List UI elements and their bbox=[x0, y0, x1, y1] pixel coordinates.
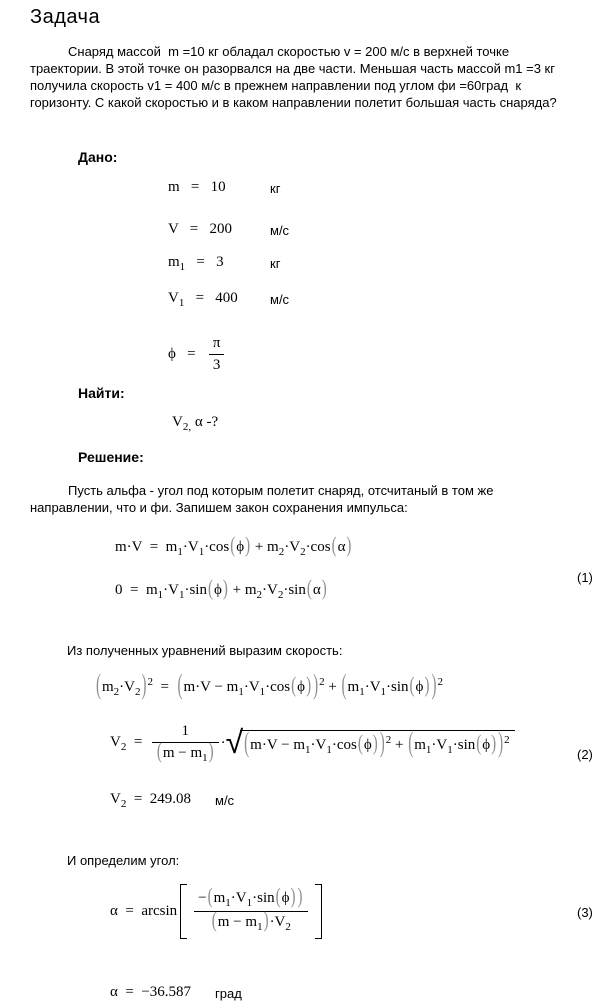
fraction-numerator bbox=[194, 885, 307, 909]
paren: ) bbox=[372, 732, 378, 756]
fraction-denominator bbox=[209, 357, 225, 374]
math-text: ·sin bbox=[452, 737, 476, 753]
paren: ( bbox=[409, 674, 415, 698]
math-subscript: 1 bbox=[178, 589, 185, 601]
math-superscript: 2 bbox=[385, 734, 392, 746]
math-text: m bbox=[213, 890, 226, 906]
given-row-mass1 bbox=[168, 254, 281, 273]
tall-paren: ( bbox=[408, 728, 414, 759]
math-text: ϕ bbox=[363, 737, 372, 753]
paren: ( bbox=[207, 577, 213, 601]
math-run bbox=[110, 984, 191, 1001]
math-subscript: 1 bbox=[380, 686, 387, 698]
angle-intro-label: И определим угол: bbox=[67, 853, 180, 868]
paren: ( bbox=[331, 534, 337, 558]
math-text: V bbox=[168, 290, 179, 306]
math-text: α bbox=[312, 582, 321, 598]
math-run bbox=[211, 909, 291, 933]
tall-paren: ) bbox=[379, 728, 385, 759]
math-run bbox=[110, 734, 150, 753]
math-text: ·cos bbox=[331, 737, 357, 753]
math-superscript: 2 bbox=[319, 676, 325, 688]
math-text: m bbox=[168, 254, 180, 270]
tall-paren: ( bbox=[96, 670, 101, 701]
math-text: α = −36.587 bbox=[110, 984, 192, 1000]
math-subscript: 1 bbox=[238, 686, 244, 698]
math-text: ϕ bbox=[297, 679, 306, 695]
math-text: ·cos bbox=[204, 539, 230, 555]
math-run bbox=[168, 179, 226, 196]
math-text: + bbox=[324, 679, 341, 695]
velocity-result bbox=[110, 791, 235, 810]
math-text: ·V bbox=[269, 914, 286, 930]
math-run bbox=[243, 728, 510, 759]
paren: ) bbox=[306, 674, 312, 698]
solution-label: Решение: bbox=[78, 449, 144, 465]
math-text: ·V bbox=[431, 737, 448, 753]
math-subscript: 2 bbox=[256, 589, 263, 601]
paren: ) bbox=[222, 577, 228, 601]
paren: ( bbox=[275, 885, 281, 909]
math-run bbox=[110, 903, 177, 920]
math-text: ·cos bbox=[265, 679, 291, 695]
tall-paren: ( bbox=[177, 670, 183, 701]
math-superscript: 2 bbox=[147, 676, 153, 688]
find-label: Найти: bbox=[78, 385, 125, 401]
fraction bbox=[209, 335, 225, 374]
fraction-denominator bbox=[207, 909, 295, 933]
math-subscript: 2 bbox=[120, 741, 127, 753]
paren: ) bbox=[491, 732, 497, 756]
paren: ) bbox=[297, 885, 303, 909]
tall-paren: ) bbox=[431, 670, 437, 701]
radical-sign: √ bbox=[225, 723, 244, 761]
problem-line-2: траектории. В этой точке он разорвался на две части. Меньшая часть массой m1 =3 кг bbox=[30, 61, 555, 76]
momentum-equation-line-2 bbox=[115, 577, 328, 601]
math-superscript: 2 bbox=[437, 676, 443, 688]
page-title: Задача bbox=[30, 6, 101, 28]
math-text: ·V bbox=[310, 737, 327, 753]
radicand bbox=[240, 730, 514, 757]
fraction bbox=[152, 723, 219, 764]
math-text: m − m bbox=[217, 914, 258, 930]
math-text: ·sin bbox=[184, 582, 207, 598]
math-text: 1 bbox=[181, 723, 189, 739]
unit-label: м/с bbox=[270, 292, 290, 307]
math-subscript: 2 bbox=[113, 686, 120, 698]
math-text: V bbox=[110, 734, 121, 750]
unit-label: кг bbox=[270, 181, 281, 196]
math-subscript: 1 bbox=[157, 589, 164, 601]
math-text: m = 10 bbox=[168, 179, 226, 195]
unit-label: м/с bbox=[215, 793, 235, 808]
left-bracket bbox=[180, 884, 187, 939]
fraction-numerator bbox=[177, 723, 193, 740]
paren: ) bbox=[245, 534, 251, 558]
math-text: ϕ bbox=[213, 582, 222, 598]
math-subscript: 1 bbox=[177, 546, 183, 558]
math-text: = 249.08 bbox=[126, 791, 192, 807]
math-text: + m bbox=[251, 539, 279, 555]
math-text: ·sin bbox=[283, 582, 306, 598]
tall-paren: ( bbox=[341, 670, 347, 701]
math-text: ·V bbox=[284, 539, 301, 555]
math-text: ·V bbox=[163, 582, 179, 598]
equation-number-3: (3) bbox=[577, 905, 593, 920]
math-text: α -? bbox=[191, 414, 219, 430]
math-text: V bbox=[110, 791, 121, 807]
math-text: α bbox=[337, 539, 346, 555]
math-subscript: 1 bbox=[198, 546, 205, 558]
equation-number-2: (2) bbox=[577, 747, 593, 762]
paren: ( bbox=[156, 740, 162, 764]
math-subscript: 2 bbox=[277, 589, 284, 601]
problem-line-1: Снаряд массой m =10 кг обладал скоростью v = 200 м/с в верхней точке bbox=[68, 44, 510, 59]
math-text: ϕ bbox=[482, 737, 491, 753]
math-text: m bbox=[102, 679, 114, 695]
math-text: V bbox=[172, 414, 183, 430]
math-text: − bbox=[198, 890, 207, 906]
math-superscript: 2 bbox=[504, 734, 510, 746]
math-subscript: 2 bbox=[285, 921, 291, 933]
math-subscript: 1 bbox=[447, 744, 453, 756]
problem-line-3: получила скорость v1 = 400 м/с в прежнем направлении под углом фи =60град к bbox=[30, 78, 522, 93]
unit-label: град bbox=[215, 986, 242, 1001]
math-subscript: 1 bbox=[257, 921, 263, 933]
math-text: ·cos bbox=[305, 539, 331, 555]
paren: ) bbox=[424, 674, 430, 698]
math-subscript: 1 bbox=[202, 752, 208, 764]
math-text: ·V bbox=[243, 679, 260, 695]
math-run bbox=[110, 791, 191, 810]
math-run bbox=[213, 335, 221, 351]
tall-paren: ) bbox=[313, 670, 319, 701]
math-text: m·V − m bbox=[183, 679, 239, 695]
math-text: ·V bbox=[230, 890, 247, 906]
square-root bbox=[225, 723, 515, 761]
right-bracket bbox=[315, 884, 322, 939]
tall-paren: ) bbox=[498, 728, 504, 759]
paren: ( bbox=[207, 885, 213, 909]
math-subscript: 1 bbox=[359, 686, 365, 698]
math-subscript: 1 bbox=[225, 897, 231, 909]
math-run bbox=[115, 534, 352, 558]
math-text: ϕ bbox=[281, 890, 290, 906]
math-text: π bbox=[212, 335, 221, 351]
math-text: m − m bbox=[162, 745, 203, 761]
fraction-bar bbox=[209, 354, 225, 355]
math-text: · bbox=[220, 735, 226, 751]
math-subscript: 1 bbox=[246, 897, 253, 909]
math-text: m bbox=[414, 737, 426, 753]
math-text: 3 bbox=[212, 357, 221, 373]
given-row-velocity bbox=[168, 221, 290, 238]
math-run bbox=[181, 723, 189, 739]
paren: ) bbox=[346, 534, 352, 558]
given-label: Дано: bbox=[78, 149, 118, 165]
math-run bbox=[168, 346, 207, 363]
math-subscript: 1 bbox=[179, 261, 186, 273]
math-text: = bbox=[153, 679, 177, 695]
math-run bbox=[168, 254, 224, 273]
math-subscript: 1 bbox=[178, 297, 185, 309]
math-subscript: 1 bbox=[305, 744, 311, 756]
angle-equation bbox=[110, 885, 322, 933]
math-text: ·V bbox=[364, 679, 381, 695]
paren: ) bbox=[208, 740, 214, 764]
equation-number-1: (1) bbox=[577, 570, 593, 585]
fraction bbox=[194, 885, 307, 933]
math-run bbox=[95, 670, 443, 701]
math-text: ϕ bbox=[415, 679, 424, 695]
math-text: ·V bbox=[262, 582, 278, 598]
unit-label: м/с bbox=[270, 223, 290, 238]
paren: ( bbox=[306, 577, 312, 601]
tall-paren: ) bbox=[141, 670, 147, 701]
math-subscript: 2, bbox=[182, 421, 192, 433]
math-text: ·V bbox=[119, 679, 135, 695]
math-subscript: 2 bbox=[300, 546, 306, 558]
velocity-equation bbox=[110, 723, 515, 764]
math-run bbox=[198, 885, 303, 909]
math-subscript: 1 bbox=[425, 744, 432, 756]
paren: ( bbox=[357, 732, 363, 756]
unit-label: кг bbox=[270, 256, 281, 271]
math-text: m·V − m bbox=[250, 737, 306, 753]
math-text: ·sin bbox=[252, 890, 275, 906]
express-velocity-label: Из полученных уравнений выразим скорость: bbox=[67, 643, 343, 658]
math-run bbox=[168, 221, 232, 238]
paren: ( bbox=[230, 534, 236, 558]
math-text: ϕ bbox=[236, 539, 245, 555]
math-text: α = arcsin bbox=[110, 903, 178, 919]
paren: ( bbox=[476, 732, 482, 756]
problem-line-4: горизонту. С какой скоростью и в каком направлении полетит большая часть снаряда? bbox=[30, 95, 557, 110]
math-subscript: 2 bbox=[278, 546, 285, 558]
given-row-mass bbox=[168, 179, 281, 196]
tall-paren: ( bbox=[244, 728, 250, 759]
squared-momentum-equation bbox=[95, 670, 443, 701]
given-row-phi bbox=[168, 335, 226, 374]
math-text: ·V bbox=[182, 539, 199, 555]
paren: ( bbox=[291, 674, 297, 698]
paren: ) bbox=[290, 885, 296, 909]
math-text: m·V = m bbox=[115, 539, 178, 555]
math-text: + m bbox=[228, 582, 257, 598]
paren: ( bbox=[211, 909, 217, 933]
paren: ) bbox=[263, 909, 269, 933]
paren: ) bbox=[321, 577, 327, 601]
math-text: ·sin bbox=[386, 679, 409, 695]
math-subscript: 2 bbox=[135, 686, 141, 698]
math-run bbox=[213, 357, 221, 373]
fraction-denominator bbox=[152, 740, 219, 764]
math-text: = 400 bbox=[184, 290, 238, 306]
solution-intro-line-1: Пусть альфа - угол под которым полетит снаряд, отсчитаный в том же bbox=[68, 483, 494, 498]
given-row-velocity1 bbox=[168, 290, 290, 309]
find-expression bbox=[172, 414, 218, 433]
math-subscript: 1 bbox=[326, 744, 332, 756]
math-text: 0 = m bbox=[115, 582, 158, 598]
momentum-equation-line-1 bbox=[115, 534, 352, 558]
math-text: m bbox=[347, 679, 360, 695]
math-run bbox=[172, 414, 218, 433]
math-run bbox=[168, 290, 238, 309]
angle-result bbox=[110, 984, 242, 1001]
math-run bbox=[115, 577, 328, 601]
fraction-numerator bbox=[209, 335, 225, 352]
math-text: V = 200 bbox=[168, 221, 233, 237]
math-text: + bbox=[391, 737, 408, 753]
math-text: = 3 bbox=[185, 254, 224, 270]
math-text: ϕ = bbox=[168, 346, 207, 362]
math-subscript: 2 bbox=[120, 798, 127, 810]
math-text: = bbox=[126, 734, 150, 750]
math-run bbox=[156, 740, 215, 764]
math-subscript: 1 bbox=[259, 686, 266, 698]
solution-intro-line-2: направлении, что и фи. Запишем закон сохранения импульса: bbox=[30, 500, 408, 515]
